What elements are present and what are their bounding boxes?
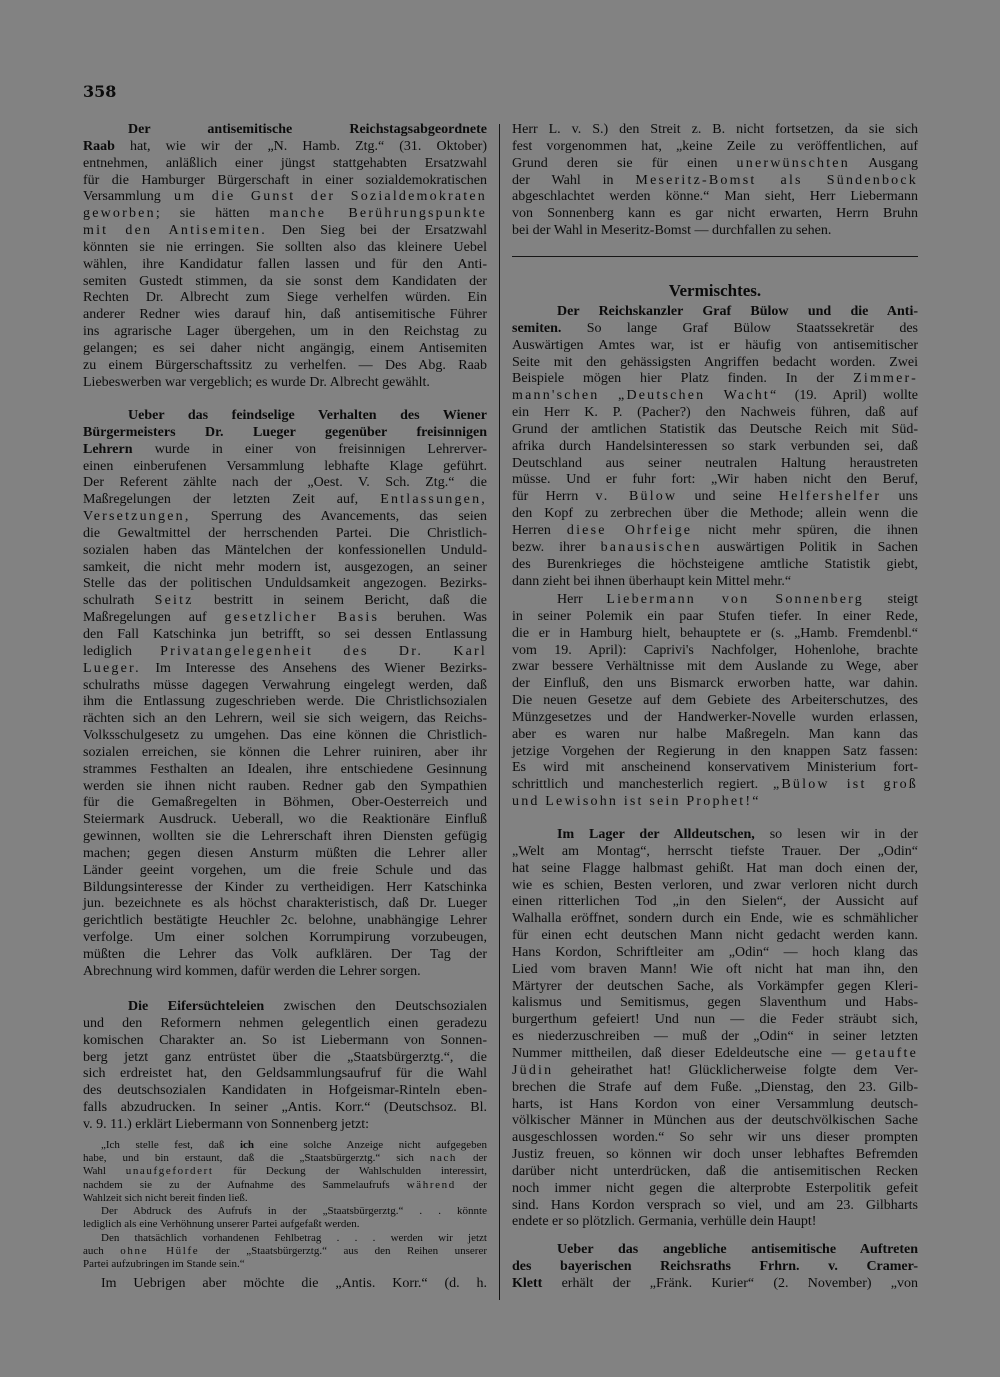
spaced-run: unaufgefordert <box>125 1165 214 1178</box>
quotation-part-3 <box>83 1232 487 1272</box>
text-line: strammes Festhalten an Idealen, ihre entschiedene Gesinnung <box>83 761 487 777</box>
text-line: Steiermark Ausdruck. Ueberall, wo die Reaktionäre Einfluß <box>83 812 487 828</box>
text-line <box>512 1276 918 1293</box>
bold-run: Klett <box>512 1275 543 1291</box>
text-run: der <box>455 1178 487 1191</box>
text-line <box>83 139 487 156</box>
text-line <box>512 1242 918 1259</box>
text-line: für die Hamburger Bürgerschaft in einer sozialdemokratischen <box>83 172 487 188</box>
text-line: zwar bessere Verhältnisse mit dem Auslande zu Wege, aber <box>512 659 918 675</box>
text-line <box>512 489 918 506</box>
text-line: darüber nicht unterdrücken, daß die antisemitischen Recken <box>512 1163 918 1179</box>
text-line: Seite mit den gehässigsten Angriffen bedacht worden. Zwei <box>512 354 918 370</box>
text-run: steigt <box>863 592 918 607</box>
text-line: gewinnen, wollten sie die Lehrerschaft ihren Diensten gefügig <box>83 829 487 845</box>
text-run: uns <box>881 489 919 505</box>
spaced-run: Helfershelfer <box>778 489 882 505</box>
spaced-run: Privatangelegenheit des Dr. Karl <box>160 643 487 659</box>
text-line <box>512 540 918 557</box>
quotation-part-1 <box>83 1139 487 1205</box>
text-run: Herren <box>512 522 567 538</box>
text-line <box>512 827 918 844</box>
text-line <box>83 189 487 206</box>
paragraph-raab <box>83 122 487 392</box>
paragraph-alldeutschen <box>512 827 918 1231</box>
text-line: gerichtlich bestätigte Heuchler 2c. belohne, unabhängige Lehrer <box>83 913 487 929</box>
text-line: wie es schien, Besten verloren, und zwar verloren nicht durch <box>512 877 918 893</box>
text-line: es niederzuschreiben — muß der „Odin“ in seiner letzten <box>512 1029 918 1045</box>
text-line: sich erdreistet hat, den Geldsammlungsaufruf für die Wahl <box>83 1066 487 1082</box>
text-line: Münzgesetzes und der Handwerker-Novelle wurden erlassen, <box>512 709 918 725</box>
text-line: den Fall Katschinka jun betrifft, so sei dessen Entlassung <box>83 626 487 642</box>
spaced-run: v. Bülow <box>595 489 678 505</box>
text-line: wählen, ihre Kandidatur fallen lassen und für den Anti- <box>83 256 487 272</box>
text-line: von Sonnenberg kann es gar nicht erwarten, Herrn Bruhn <box>512 206 918 222</box>
text-run: ; sie hätten <box>155 206 270 222</box>
text-line <box>83 509 487 526</box>
spaced-run: Lueger. <box>83 660 141 676</box>
text-run: Den Sieg bei der Ersatzwahl <box>266 223 487 239</box>
spaced-run: Entlassungen, <box>380 492 487 508</box>
text-line: semiten Gustedt stimmen, da sie sonst dem Kandidaten der <box>83 273 487 289</box>
text-run: hat, wie wir der „N. Hamb. Ztg.“ (31. Oktober) <box>114 138 487 154</box>
section-rule <box>512 256 918 257</box>
text-line <box>512 1259 918 1276</box>
section-heading: Vermischtes. <box>668 281 762 300</box>
text-run: der „Staatsbürgerztg.“ aus den Reihen unserer <box>199 1245 487 1258</box>
text-line: verfolge. Um einer solchen Korrumpirung vorzubeugen, <box>83 930 487 946</box>
spaced-run: gesetzlicher Basis <box>224 610 380 626</box>
text-line <box>512 1063 918 1080</box>
text-run: nachdem sie zu der Aufnahme des Sammelaufrufs <box>83 1178 407 1191</box>
bold-run: Ueber das angebliche antisemitische Auftreten <box>557 1242 918 1257</box>
text-run: der Wahl in <box>512 172 636 188</box>
bold-run: des bayerischen Reichsraths Frhrn. v. Cramer- <box>512 1258 918 1274</box>
text-line: Herr L. v. S.) den Streit z. B. nicht fortsetzen, da sie sich <box>512 122 918 137</box>
bold-run: Raab <box>83 138 115 154</box>
text-line <box>83 1245 487 1258</box>
text-line: Märtyrer der deutschen Sache, als Vorkämpfer gegen Kleri- <box>512 978 918 994</box>
text-line: könnten sie nie erringen. Sie sollten also das kleinere Uebel <box>83 239 487 255</box>
text-line: Der Abdruck des Aufrufs in der „Staatsbürgerztg.“ . . könnte <box>101 1205 487 1217</box>
text-line: den Kopf zu zerbrechen über die Methode; allein wenn die <box>512 506 918 522</box>
spaced-run: Versetzungen, <box>83 509 191 525</box>
text-line <box>83 442 487 459</box>
text-run: lediglich <box>83 643 161 659</box>
text-line: Volksschulgesetz zu umgehen. Das eine können die Christlich- <box>83 728 487 744</box>
text-line: Walhalla eröffnet, sondern durch ein Ende, wie es schmählicher <box>512 911 918 927</box>
text-line: Justiz freuen, so können wir doch unser lebhaftes Befremden <box>512 1147 918 1163</box>
spaced-run: Zimmer- <box>853 371 918 387</box>
text-line: die Gewaltmittel der herrschenden Partei. Die Christlich- <box>83 525 487 541</box>
text-line: kalismus und Semitismus, gegen Slaventhum und Habs- <box>512 995 918 1011</box>
text-line <box>512 523 918 540</box>
text-run: und seine <box>677 489 779 505</box>
text-line <box>83 1165 487 1178</box>
text-line: berg jetzt ganz entrüstet über die „Staatsbürgerztg.“, die <box>83 1049 487 1065</box>
text-line: hat seine Flagge halbmast gehißt. Hat man doch einen der, <box>512 860 918 876</box>
text-run: So lange Graf Bülow Staatssekretär des <box>561 320 918 336</box>
text-line: komischen Charakter an. So ist Liebermann von Sonnen- <box>83 1032 487 1048</box>
spaced-run: „Bülow ist groß <box>772 777 918 793</box>
text-line: müßten die Lehrer das Volk aufklären. Der Tag der <box>83 947 487 962</box>
text-line <box>83 593 487 610</box>
text-line: einen einberufenen Versammlung lebhafte Klage geführt. <box>83 458 487 474</box>
text-run: so lesen wir in der <box>754 827 918 842</box>
text-line: Stelle das der politischen Unduldsamkeit angezogen. Bezirks- <box>83 576 487 592</box>
spaced-run: manche Berührungspunkte <box>269 206 487 222</box>
spaced-run: banausischen <box>600 539 702 555</box>
text-line <box>83 610 487 627</box>
text-line: die er in Hamburg hielt, behauptete er (s. „Hamb. Fremdenbl.“ <box>512 625 918 641</box>
text-line: Bildungsinteresse der Kinder zu vertheidigen. Herr Katschinka <box>83 879 487 895</box>
text-run: wurde in einer von freisinnigen Lehrerver- <box>132 441 487 457</box>
text-line: sind. Hans Kordon versprach so viel, und am 23. Gilbharts <box>512 1197 918 1213</box>
text-line: Partei aufzubringen im Stande sein.“ <box>83 1258 245 1271</box>
spaced-run: während <box>406 1178 456 1191</box>
text-run: Versammlung <box>83 189 175 205</box>
text-line: Im Uebrigen aber möchte die „Antis. Korr.“ (d. h. <box>101 1276 487 1291</box>
paragraph-buelow <box>512 304 918 590</box>
text-line: Lied vom braven Mann! Wie oft nicht hat man ihn, den <box>512 961 918 977</box>
text-line: jetzige Vorgehen der Regierung in den knappen Satz fassen: <box>512 743 918 759</box>
bold-run: Im Lager der Alldeutschen, <box>557 827 755 842</box>
text-run: habe, und bin erstaunt, daß die „Staatsbürgerztg.“ sich <box>83 1152 430 1165</box>
text-run: eine solche Anzeige nicht aufgegeben <box>254 1139 487 1151</box>
text-line: einen ritterlichen Tod „in den Sielen“, der Aussicht auf <box>512 894 918 910</box>
text-line <box>83 425 487 442</box>
text-run: für Deckung der Wahlschulden interessirt, <box>213 1165 487 1178</box>
text-line: Abrechnung wird kommen, dafür werden die Lehrer sorgen. <box>83 963 421 979</box>
spaced-run: Seitz <box>154 593 194 609</box>
text-line: endete er so plötzlich. Germania, verhülle dein Haupt! <box>512 1214 817 1230</box>
spaced-run: getaufte <box>855 1045 918 1061</box>
text-line: ein Herr K. P. (Pacher?) den Nachweis führen, daß auf <box>512 405 918 421</box>
text-run: für Herrn <box>512 489 596 505</box>
text-run: Nummer mittheilen, daß dieser Edeldeutsche eine — <box>512 1045 856 1061</box>
text-line: für einen echt deutschen Mann nicht gedacht werden kann. <box>512 928 918 944</box>
spaced-run: und Lewisohn ist sein Prophet!“ <box>512 794 761 810</box>
paragraph-eifersuechteleien <box>83 999 487 1134</box>
text-line: des deutschsozialen Kandidaten in Hofgeismar-Rinteln eben- <box>83 1083 487 1099</box>
bold-run: Ueber das feindselige Verhalten des Wiener <box>128 408 487 423</box>
text-line: falls abzudrucken. In seiner „Antis. Korr.“ (Deutschsoz. Bl. <box>83 1100 487 1116</box>
text-line: der Einfluß, den uns Bismarck erworben hatte, war dahin. <box>512 676 918 692</box>
text-line: Grund der amtlichen Statistik das Deutsche Reich mit Süd- <box>512 421 918 437</box>
text-line: sozialen erreichen, sie können die Lehrer ruiniren, aber ihr <box>83 744 487 760</box>
text-line <box>512 304 918 321</box>
page-number: 358 <box>83 82 117 101</box>
text-line: v. 9. 11.) erklärt Liebermann von Sonnenberg jetzt: <box>83 1116 370 1132</box>
text-line: werden sie ihnen nicht rauben. Redner gab den Sympathien <box>83 778 487 794</box>
text-run: geheirathet hat! Glücklicherweise folgte dem Ver- <box>553 1062 918 1078</box>
text-run: Beispiele mögen hier Platz finden. In der <box>512 371 854 387</box>
text-line: gelangen; es sei daher nicht angängig, einem Antisemiten <box>83 340 487 356</box>
text-line: Die neuen Gesetze auf dem Gebiete des Arbeiterschutzes, des <box>512 693 918 709</box>
text-line: in seiner Polemik ein paar Stufen tiefer. In einer Rede, <box>512 608 918 624</box>
text-line: burgerthum gefeiert! Und nun — die Feder sträubt sich, <box>512 1012 918 1028</box>
spaced-run: diese Ohrfeige <box>566 522 693 538</box>
text-line <box>83 1179 487 1192</box>
text-line <box>512 794 918 811</box>
spaced-run: mit den Antisemiten. <box>83 223 267 239</box>
text-run: der <box>457 1152 488 1165</box>
text-run: erhält der „Fränk. Kurier“ (2. November) „von <box>542 1275 918 1291</box>
spaced-run: um die Gunst der Sozialdemokraten <box>174 189 487 205</box>
text-line: Der Referent zählte nach der „Oest. V. Sch. Ztg.“ die <box>83 475 487 491</box>
spaced-run: Meseritz-Bomst als Sündenbock <box>635 172 918 188</box>
text-run: Maßregelungen der letzten Zeit auf, <box>83 492 381 508</box>
spaced-run: Jüdin <box>512 1062 554 1078</box>
text-line <box>83 661 487 678</box>
bold-run: ich <box>239 1139 254 1151</box>
text-line: afrika durch Handelsinteressen so stark verbunden sei, daß <box>512 438 918 454</box>
text-run: schrittlich und manchesterlich regiert. <box>512 777 773 793</box>
text-run: Maßregelungen auf <box>83 610 225 626</box>
text-line <box>512 173 918 190</box>
text-line <box>83 223 487 240</box>
text-line: und den Reformern nehmen gelegentlich einen geradezu <box>83 1015 487 1031</box>
paragraph-liebermann <box>512 592 918 811</box>
text-run: Grund deren sie für einen <box>512 155 737 171</box>
text-line <box>83 644 487 661</box>
bold-run: Die Eifersüchteleien <box>128 999 265 1014</box>
paragraph-continuation <box>83 1276 487 1293</box>
text-run: beruhen. Was <box>379 610 487 626</box>
text-line: brechen die Strafe auf dem Fuße. „Dienstag, den 23. Gilb- <box>512 1079 918 1095</box>
text-line: schulraths müsse dagegen Verwahrung eingelegt werden, daß <box>83 677 487 693</box>
text-line <box>83 408 487 425</box>
text-line: lediglich als eine Verhöhnung unserer Partei aufgefaßt werden. <box>83 1218 360 1231</box>
text-run: bezw. ihrer <box>512 539 601 555</box>
text-line: Den thatsächlich vorhandenen Fehlbetrag . . . werden wir jetzt <box>101 1232 487 1244</box>
paragraph-lueger <box>83 408 487 981</box>
text-line: ins agrarische Lager übergehen, um in den Reichstag zu <box>83 324 487 340</box>
text-line: abgeschlachtet werden könne.“ Man sieht, Herr Liebermann <box>512 189 918 205</box>
text-line <box>512 371 918 388</box>
text-line: samkeit, die nicht mehr modern ist, ausgezogen, an seiner <box>83 559 487 575</box>
text-run: (19. April) wollte <box>778 388 918 404</box>
text-run: zwischen den Deutschsozialen <box>264 999 487 1014</box>
spaced-run: unerwünschten <box>736 155 850 171</box>
text-line: fest vorgenommen hat, „keine Zeile zu veröffentlichen, auf <box>512 138 918 154</box>
text-line: anderer Redner wies darauf hin, daß antisemitische Führer <box>83 307 487 323</box>
text-run: bestritt in seinem Bericht, daß die <box>193 593 487 609</box>
text-line: Wahlzeit sich nicht bereit finden ließ. <box>83 1191 248 1204</box>
spaced-run: geworben <box>83 206 156 222</box>
bold-run: Lehrern <box>83 441 133 457</box>
text-line: des Burenkrieges die höchsteigene amtliche Statistik giebt, <box>512 556 918 572</box>
text-line: Liebeswerben war vergeblich; es wurde Dr. Albrecht gewählt. <box>83 374 430 390</box>
text-line: „Welt am Montag“, herrscht tiefste Trauer. Der „Odin“ <box>512 843 918 859</box>
text-line <box>512 388 918 405</box>
spaced-run: ohne Hülfe <box>120 1245 200 1258</box>
text-run: auch <box>83 1245 121 1258</box>
text-run: auswärtigen Politik in Sachen <box>701 539 918 555</box>
text-run: schulrath <box>83 593 155 609</box>
text-line: noch immer nicht gegen die alterprobte Esterpolitik gefeit <box>512 1180 918 1196</box>
text-line <box>83 999 487 1016</box>
paragraph-continued <box>512 122 918 240</box>
text-line: rächten sich an den Lehrern, weil sie sich weigern, das Reichs- <box>83 711 487 727</box>
text-line: Deutschland aus seiner neutralen Haltung heraustreten <box>512 455 918 471</box>
text-run: nicht mehr spüren, die ihnen <box>692 522 918 538</box>
text-run: „Ich stelle fest, daß <box>101 1139 240 1151</box>
text-line: Hans Kordon, Schriftleiter am „Odin“ — hoch klang das <box>512 944 918 960</box>
text-line: völkischer Männer in München aus der deutschvölkischen Sache <box>512 1113 918 1129</box>
text-line: vom 19. April): Caprivi's Nachfolger, Hohenlohe, brachte <box>512 642 918 658</box>
text-line: bei der Wahl in Meseritz-Bomst — durchfallen zu sehen. <box>512 223 832 239</box>
text-line <box>512 1046 918 1063</box>
text-line: dann zieht bei ihnen überhaupt kein Mittel mehr.“ <box>512 573 792 589</box>
bold-run: Der Reichskanzler Graf Bülow und die Anti- <box>557 304 918 319</box>
text-line: jun. bezeichnete es als höchst charakteristisch, daß Dr. Lueger <box>83 896 487 912</box>
text-run: Im Interesse des Ansehens des Wiener Bezirks- <box>140 660 487 676</box>
text-line: Es wird mit anscheinend konservativem Ministerium fort- <box>512 760 918 776</box>
text-line: müsse. Und er fuhr fort: „Wir haben nicht den Beruf, <box>512 472 918 488</box>
text-line: entnehmen, anläßlich einer jüngst stattgehabten Ersatzwahl <box>83 155 487 171</box>
bold-run: Der antisemitische Reichstagsabgeordnete <box>128 122 487 137</box>
text-run: Ausgang <box>849 155 919 171</box>
text-line: aber es waren nur halbe Maßregeln. Man kann das <box>512 726 918 742</box>
spaced-run: Liebermann von Sonnenberg <box>606 592 864 607</box>
text-line: harts, ist Hans Kordon von einer Versammlung deutsch- <box>512 1096 918 1112</box>
text-line: Länder geeint vorgehen, um die freie Schule und das <box>83 862 487 878</box>
text-line <box>83 1139 487 1152</box>
text-run: Sperrung des Avancements, das seien <box>190 509 487 525</box>
column-divider <box>499 124 500 1300</box>
text-line: Auswärtigen Amtes war, ist er häufig von antisemitischer <box>512 337 918 353</box>
text-line: ihm die Entlassung zugeschrieben werde. Die Christlichsozialen <box>83 694 487 710</box>
text-line <box>83 206 487 223</box>
text-line <box>83 1152 487 1165</box>
quotation-part-2 <box>83 1205 487 1231</box>
text-line <box>83 122 487 139</box>
spaced-run: nach <box>429 1152 458 1165</box>
text-line: sozialen haben das Mäntelchen der konfessionellen Unduld- <box>83 542 487 558</box>
spaced-run: mann'schen „Deutschen Wacht“ <box>512 388 779 404</box>
text-line: machen; gegen diesen Ansturm müßten die Lehrer aller <box>83 845 487 861</box>
text-run: Wahl <box>83 1165 126 1178</box>
text-line <box>512 777 918 794</box>
bold-run: semiten. <box>512 320 562 336</box>
text-line <box>512 592 918 609</box>
text-run: Herr <box>557 592 607 607</box>
text-line: zu einem Bürgerschaftssitz zu verhelfen. — Des Abg. Raab <box>83 357 487 373</box>
text-line <box>512 321 918 338</box>
text-line <box>83 492 487 509</box>
bold-run: Bürgermeisters Dr. Lueger gegenüber freisinnigen <box>83 424 487 440</box>
text-line: ausgeschlossen worden.“ So sehr wir uns dieser prompten <box>512 1130 918 1146</box>
text-line <box>512 156 918 173</box>
paragraph-cramer-klett <box>512 1242 918 1293</box>
text-line: Rechten Dr. Albrecht zum Siege verhelfen würden. Ein <box>83 290 487 306</box>
text-line: für die Gemaßregelten in Böhmen, Ober-Oesterreich und <box>83 795 487 811</box>
